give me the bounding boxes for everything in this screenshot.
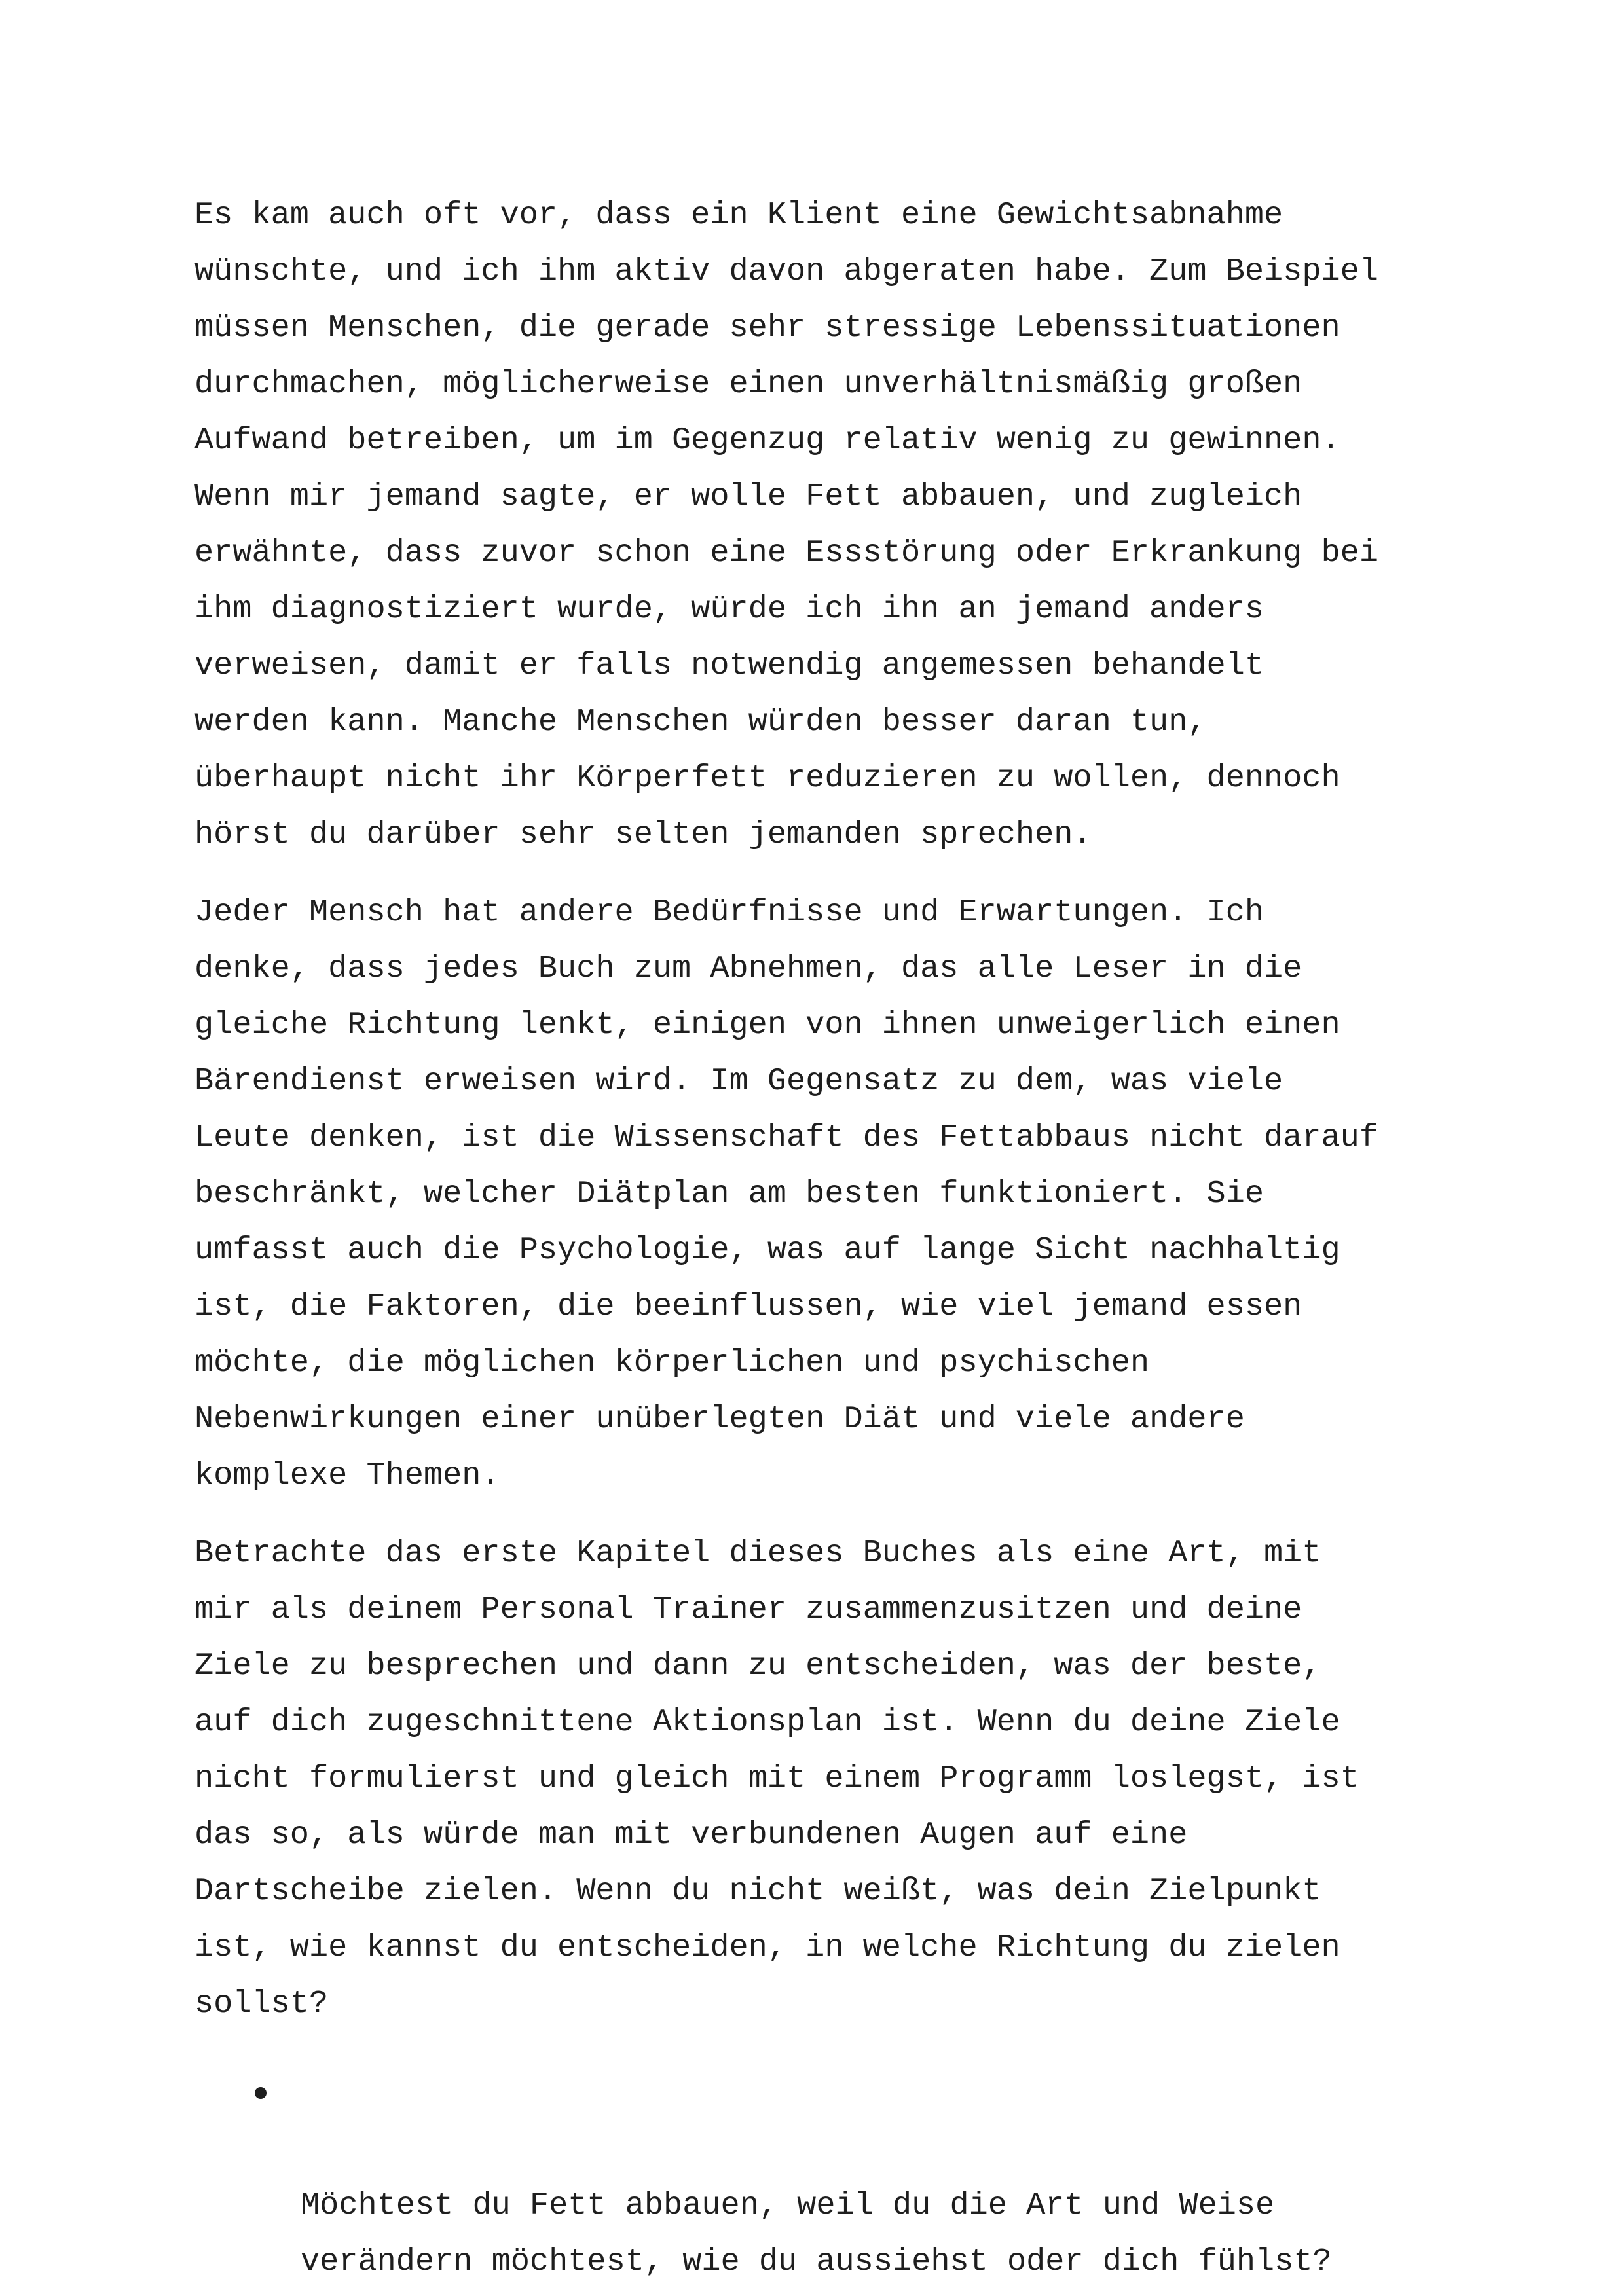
paragraph-3: Betrachte das erste Kapitel dieses Buches als eine Art, mit mir als deinem Personal Trainer zusammenzusitzen und deine Ziele zu besprechen und dann zu entscheiden, was der beste, auf dich zugeschnittene Aktionsplan ist. Wenn du deine Ziele nicht formulierst und gleich mit einem Programm loslegst, ist das so, als würde man mit verbundenen Augen auf eine Dartscheibe zielen. Wenn du nicht weißt, was dein Zielpunkt ist, wie kannst du entscheiden, in welche Richtung du zielen sollst? bbox=[194, 1535, 1359, 2022]
bullet-dot-icon bbox=[255, 2087, 267, 2099]
page-body bbox=[194, 187, 1439, 2290]
list-item bbox=[194, 2065, 1439, 2290]
list-item-text: Möchtest du Fett abbauen, weil du die Art und Weise verändern möchtest, wie du aussiehst oder dich fühlst? bbox=[301, 2187, 1332, 2280]
bullet-list bbox=[194, 2065, 1439, 2290]
paragraph-1: Es kam auch oft vor, dass ein Klient eine Gewichtsabnahme wünschte, und ich ihm aktiv davon abgeraten habe. Zum Beispiel müssen Menschen, die gerade sehr stressige Lebenssituationen durchmachen, möglicherweise einen unverhältnismäßig großen Aufwand betreiben, um im Gegenzug relativ wenig zu gewinnen. Wenn mir jemand sagte, er wolle Fett abbauen, und zugleich erwähnte, dass zuvor schon eine Essstörung oder Erkrankung bei ihm diagnostiziert wurde, würde ich ihn an jemand anders verweisen, damit er falls notwendig angemessen behandelt werden kann. Manche Menschen würden besser daran tun, überhaupt nicht ihr Körperfett reduzieren zu wollen, dennoch hörst du darüber sehr selten jemanden sprechen. bbox=[194, 197, 1378, 852]
paragraph-2: Jeder Mensch hat andere Bedürfnisse und Erwartungen. Ich denke, dass jedes Buch zum Abnehmen, das alle Leser in die gleiche Richtung lenkt, einigen von ihnen unweigerlich einen Bärendienst erweisen wird. Im Gegensatz zu dem, was viele Leute denken, ist die Wissenschaft des Fettabbaus nicht darauf beschränkt, welcher Diätplan am besten funktioniert. Sie umfasst auch die Psychologie, was auf lange Sicht nachhaltig ist, die Faktoren, die beeinflussen, wie viel jemand essen möchte, die möglichen körperlichen und psychischen Nebenwirkungen einer unüberlegten Diät und viele andere komplexe Themen. bbox=[194, 894, 1378, 1493]
